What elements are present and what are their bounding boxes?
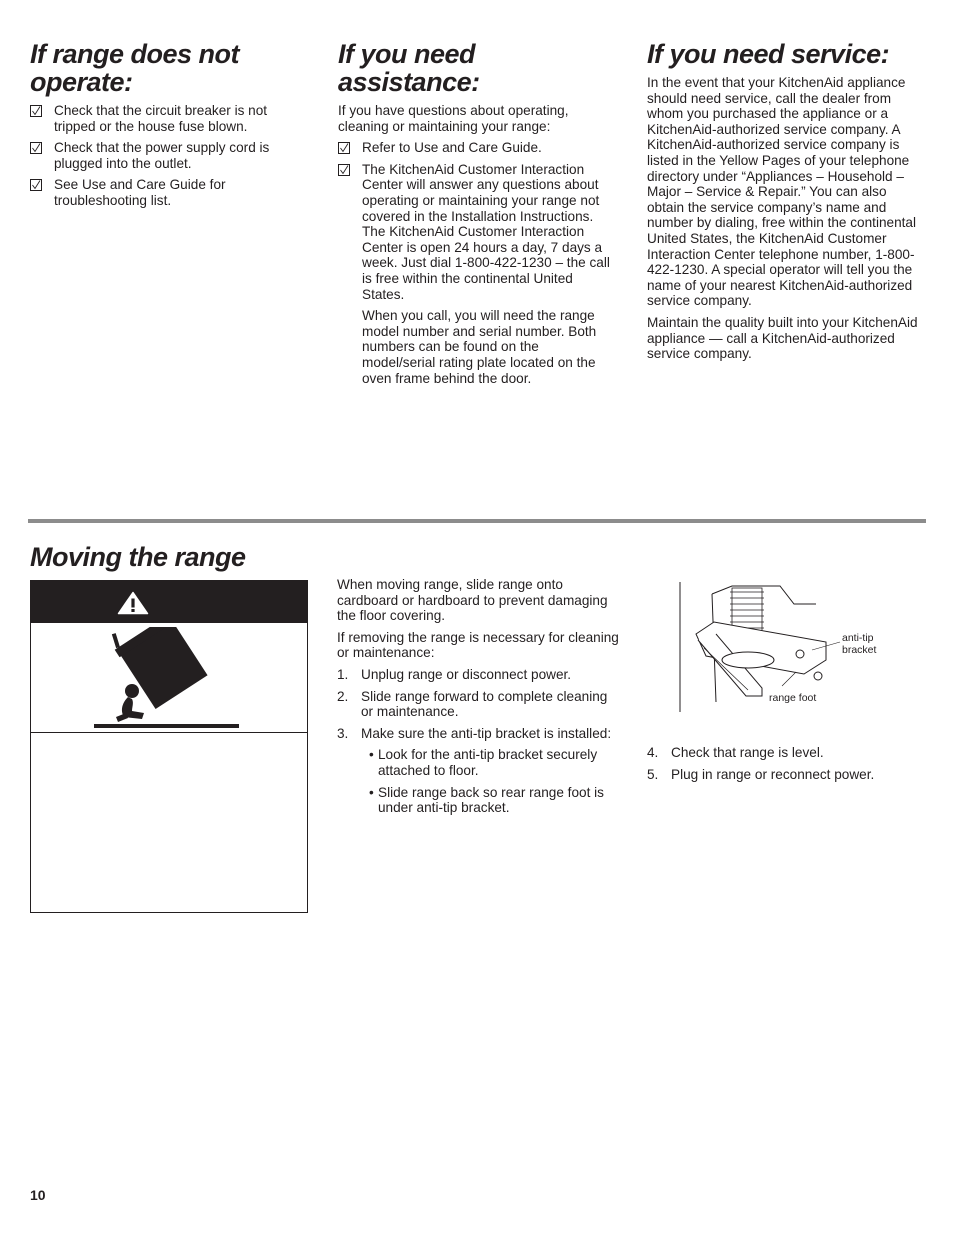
checklist xyxy=(30,103,300,209)
step-item: 5. Plug in range or reconnect power. xyxy=(647,766,875,782)
step-item: 4. Check that range is level. xyxy=(647,745,824,760)
checkbox-icon xyxy=(338,164,350,176)
moving-steps xyxy=(337,667,622,741)
bullet-item: • Slide range back so rear range foot is under anti-tip bracket. xyxy=(369,784,604,816)
heading-moving-range: Moving the range xyxy=(30,542,246,572)
checklist-item: Check that the power supply cord is plugged into the outlet. xyxy=(30,140,300,171)
checklist-item: Check that the circuit breaker is not tripped or the house fuse blown. xyxy=(30,103,300,134)
section-need-assistance xyxy=(338,40,614,392)
step-item: 2. Slide range forward to complete cleaning or maintenance. xyxy=(337,688,608,720)
tipping-range-child-icon xyxy=(86,627,246,731)
final-steps xyxy=(647,745,927,788)
warning-illustration xyxy=(31,623,307,733)
section-divider xyxy=(28,519,926,523)
anti-tip-bracket-label: anti-tip bracket xyxy=(842,632,877,656)
bracket-bullets xyxy=(337,747,622,815)
warning-box xyxy=(30,580,308,913)
service-body: In the event that your KitchenAid appliance should need service, call the dealer from whom you purchased the appliance or a KitchenAid-authorized service company. A KitchenAid-authorized service company is listed in the Yellow Pages of your telephone directory under “Appliances – Household – Major – Service & Repair.” You can also obtain the service company’s name and number by dialing, free within the continental United States, the KitchenAid Customer Interaction Center telephone number, 1-800-422-1230. A special operator will tell you the name of your nearest KitchenAid-authorized service company. xyxy=(647,75,917,309)
step-item: 3. Make sure the anti-tip bracket is installed: xyxy=(337,725,612,741)
moving-intro: If removing the range is necessary for cleaning or maintenance: xyxy=(337,629,619,661)
section-need-service xyxy=(647,40,927,368)
heading-need-assistance: If you need assistance: xyxy=(338,39,480,97)
range-foot-label: range foot xyxy=(769,692,817,704)
bullet-item: • Look for the anti-tip bracket securely attached to floor. xyxy=(369,747,598,778)
checkbox-icon xyxy=(338,142,350,154)
section-range-not-operate xyxy=(30,40,300,215)
step-item: 1. Unplug range or disconnect power. xyxy=(337,666,572,682)
checklist-item: The KitchenAid Customer Interaction Center will answer any questions about operating or maintaining your range not covered in the Installation Instructions. The KitchenAid Customer Interaction Center is open 24 hours a day, 7 days a week. Just dial 1-800-422-1230 – the call is free within the continental United States. xyxy=(338,162,614,302)
checkbox-icon xyxy=(30,179,42,191)
checklist-item: Refer to Use and Care Guide. xyxy=(338,140,614,156)
service-body: Maintain the quality built into your KitchenAid appliance — call a KitchenAid-authorized service company. xyxy=(647,314,918,362)
heading-need-service: If you need service: xyxy=(647,39,890,69)
moving-intro: When moving range, slide range onto cardboard or hardboard to prevent damaging the floor covering. xyxy=(337,577,608,624)
checkbox-icon xyxy=(30,142,42,154)
assistance-followup: When you call, you will need the range model number and serial number. Both numbers can be found on the model/serial rating plate located on the oven frame behind the door. xyxy=(362,308,597,386)
checklist xyxy=(338,140,614,302)
moving-steps-continued xyxy=(647,745,927,782)
warning-header xyxy=(31,581,307,623)
warning-triangle-icon xyxy=(117,591,149,615)
page-number: 10 xyxy=(30,1187,46,1203)
anti-tip-bracket-diagram xyxy=(676,578,888,712)
checklist-item: See Use and Care Guide for troubleshooting list. xyxy=(30,177,300,208)
assistance-intro: If you have questions about operating, cleaning or maintaining your range: xyxy=(338,103,569,134)
moving-instructions xyxy=(337,577,622,822)
heading-range-not-operate: If range does not operate: xyxy=(30,39,240,97)
checkbox-icon xyxy=(30,105,42,117)
